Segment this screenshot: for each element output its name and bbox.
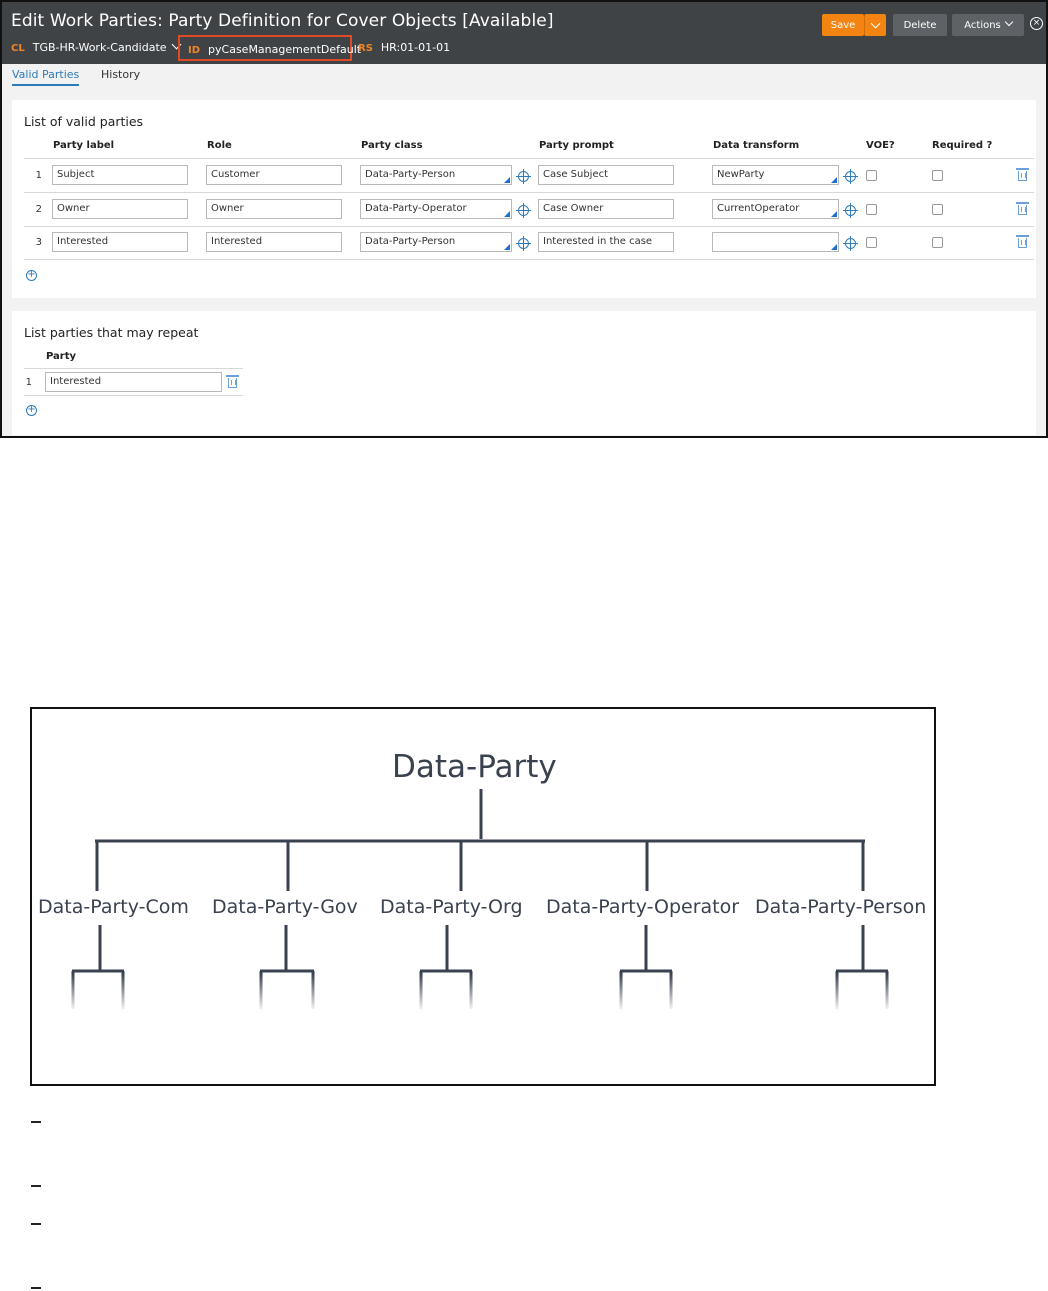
row-number: 1 bbox=[35, 170, 42, 181]
tab-valid-parties[interactable]: Valid Parties bbox=[12, 68, 79, 86]
autocomplete-corner-icon bbox=[831, 211, 837, 217]
id-tag: ID bbox=[188, 45, 201, 56]
party-input[interactable]: Interested bbox=[45, 372, 222, 392]
dash-mark bbox=[31, 1287, 41, 1289]
dash-mark bbox=[31, 1121, 41, 1123]
trash-icon[interactable] bbox=[1018, 171, 1027, 181]
ruleset-version: HR:01-01-01 bbox=[380, 41, 451, 54]
autocomplete-corner-icon bbox=[504, 244, 510, 250]
autocomplete-corner-icon bbox=[504, 211, 510, 217]
voe-checkbox[interactable] bbox=[866, 237, 877, 248]
rule-header bbox=[2, 2, 1046, 64]
repeat-parties-panel bbox=[12, 311, 1036, 435]
col-party-label: Party label bbox=[53, 140, 115, 151]
required-checkbox[interactable] bbox=[932, 170, 943, 181]
valid-parties-panel bbox=[12, 100, 1036, 298]
col-party-prompt: Party prompt bbox=[539, 140, 614, 151]
save-button[interactable]: Save bbox=[822, 14, 864, 36]
row-divider bbox=[24, 192, 1034, 193]
party-prompt-input[interactable]: Case Subject bbox=[538, 165, 674, 185]
data-transform-value: NewParty bbox=[717, 169, 765, 180]
col-required: Required ? bbox=[932, 140, 993, 151]
node-data-party-gov: Data-Party-Gov bbox=[212, 896, 358, 918]
rule-form-screenshot bbox=[0, 0, 1048, 438]
save-menu-button[interactable] bbox=[864, 14, 886, 36]
node-data-party-com: Data-Party-Com bbox=[38, 896, 189, 918]
crosshair-open-icon[interactable] bbox=[518, 205, 529, 216]
autocomplete-corner-icon bbox=[831, 244, 837, 250]
required-checkbox[interactable] bbox=[932, 237, 943, 248]
rs-tag: RS bbox=[358, 43, 373, 54]
id-info-highlighted bbox=[178, 35, 362, 61]
row-divider bbox=[24, 368, 243, 369]
chevron-down-icon bbox=[871, 18, 881, 28]
col-party: Party bbox=[46, 351, 77, 362]
data-transform-input[interactable] bbox=[712, 232, 839, 252]
close-icon[interactable]: × bbox=[1030, 17, 1043, 30]
party-class-value: Data-Party-Operator bbox=[365, 203, 467, 214]
actions-label: Actions bbox=[964, 19, 1001, 31]
data-transform-input[interactable] bbox=[712, 165, 839, 185]
party-class-value: Data-Party-Person bbox=[365, 236, 456, 247]
party-label-input[interactable]: Owner bbox=[52, 199, 188, 219]
autocomplete-corner-icon bbox=[831, 177, 837, 183]
crosshair-open-icon[interactable] bbox=[845, 238, 856, 249]
ruleset-info bbox=[358, 41, 450, 54]
data-party-hierarchy-diagram bbox=[30, 707, 936, 1086]
col-role: Role bbox=[207, 140, 232, 151]
crosshair-open-icon[interactable] bbox=[518, 238, 529, 249]
class-name[interactable]: TGB-HR-Work-Candidate bbox=[32, 41, 167, 54]
col-data-transform: Data transform bbox=[713, 140, 800, 151]
row-divider bbox=[24, 158, 1034, 159]
role-input[interactable]: Interested bbox=[206, 232, 342, 252]
data-transform-input[interactable] bbox=[712, 199, 839, 219]
node-data-party-org: Data-Party-Org bbox=[380, 896, 523, 918]
voe-checkbox[interactable] bbox=[866, 204, 877, 215]
role-input[interactable]: Owner bbox=[206, 199, 342, 219]
party-class-input[interactable] bbox=[360, 199, 512, 219]
crosshair-open-icon[interactable] bbox=[845, 171, 856, 182]
row-number: 1 bbox=[25, 377, 32, 388]
autocomplete-corner-icon bbox=[504, 177, 510, 183]
rule-id: pyCaseManagementDefault bbox=[208, 43, 362, 56]
party-label-input[interactable]: Interested bbox=[52, 232, 188, 252]
tab-history[interactable]: History bbox=[101, 68, 141, 81]
party-class-input[interactable] bbox=[360, 165, 512, 185]
party-prompt-input[interactable]: Case Owner bbox=[538, 199, 674, 219]
row-divider bbox=[24, 395, 243, 396]
row-divider bbox=[24, 259, 1034, 260]
col-party-class: Party class bbox=[361, 140, 423, 151]
actions-button[interactable] bbox=[952, 14, 1024, 36]
add-row-icon[interactable]: + bbox=[27, 404, 36, 415]
valid-parties-title: List of valid parties bbox=[24, 114, 144, 129]
party-class-input[interactable] bbox=[360, 232, 512, 252]
dash-mark bbox=[31, 1223, 41, 1225]
cl-tag: CL bbox=[11, 43, 25, 54]
tab-bar bbox=[2, 64, 1046, 88]
row-number: 3 bbox=[35, 237, 42, 248]
chevron-down-icon bbox=[1005, 18, 1013, 26]
party-label-input[interactable]: Subject bbox=[52, 165, 188, 185]
trash-icon[interactable] bbox=[1018, 205, 1027, 215]
role-input[interactable]: Customer bbox=[206, 165, 342, 185]
party-prompt-input[interactable]: Interested in the case bbox=[538, 232, 674, 252]
row-divider bbox=[24, 226, 1034, 227]
node-data-party-person: Data-Party-Person bbox=[755, 896, 927, 918]
fade-overlay bbox=[34, 974, 934, 1014]
data-transform-value: CurrentOperator bbox=[717, 203, 800, 214]
trash-icon[interactable] bbox=[1018, 238, 1027, 248]
dash-mark bbox=[31, 1185, 41, 1187]
delete-button[interactable]: Delete bbox=[893, 14, 947, 36]
node-data-party-operator: Data-Party-Operator bbox=[546, 896, 740, 918]
add-row-icon[interactable]: + bbox=[27, 269, 36, 280]
page-title: Edit Work Parties: Party Definition for Cover Objects [Available] bbox=[11, 11, 554, 31]
row-number: 2 bbox=[35, 204, 42, 215]
node-data-party: Data-Party bbox=[392, 749, 557, 785]
class-info[interactable] bbox=[11, 41, 180, 54]
col-voe: VOE? bbox=[866, 140, 895, 151]
repeat-parties-title: List parties that may repeat bbox=[24, 325, 199, 340]
crosshair-open-icon[interactable] bbox=[518, 171, 529, 182]
voe-checkbox[interactable] bbox=[866, 170, 877, 181]
required-checkbox[interactable] bbox=[932, 204, 943, 215]
crosshair-open-icon[interactable] bbox=[845, 205, 856, 216]
trash-icon[interactable] bbox=[228, 378, 237, 388]
party-class-value: Data-Party-Person bbox=[365, 169, 456, 180]
